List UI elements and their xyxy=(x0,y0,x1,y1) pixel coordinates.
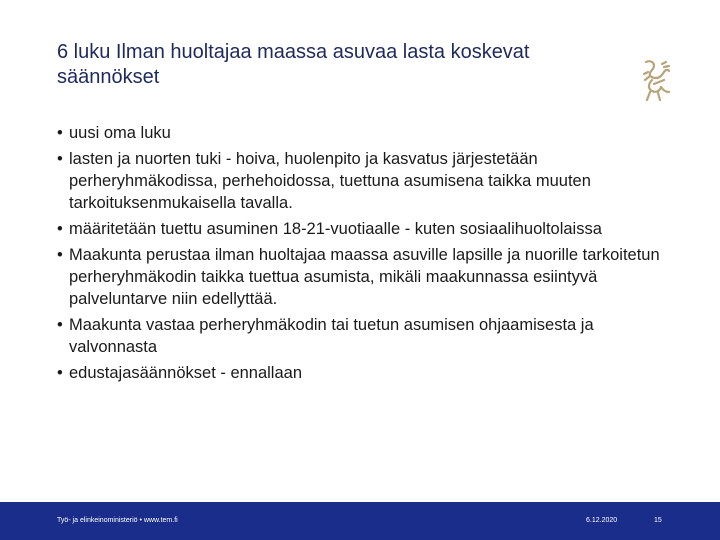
bullet-marker: • xyxy=(57,124,63,142)
bullet-text: Maakunta perustaa ilman huoltajaa maassa asuville lapsille ja nuorille tarkoitetun perheryhmäkodin taikka tuettua asumista, mikäli maakunnassa esiintyvä palveluntarve niin edellyttää. xyxy=(69,246,660,308)
bullet-list xyxy=(57,122,677,388)
footer-organization: Työ- ja elinkeinoministeriö • www.tem.fi xyxy=(57,517,178,524)
list-item xyxy=(57,314,677,358)
list-item xyxy=(57,362,677,384)
list-item xyxy=(57,218,677,240)
bullet-marker: • xyxy=(57,316,63,334)
slide-title: 6 luku Ilman huoltajaa maassa asuvaa lasta koskevat säännökset xyxy=(57,41,530,88)
page-number: 15 xyxy=(654,517,662,524)
bullet-text: Maakunta vastaa perheryhmäkodin tai tuetun asumisen ohjaamisesta ja valvonnasta xyxy=(69,316,594,356)
footer-bar xyxy=(0,502,720,540)
list-item xyxy=(57,244,677,310)
footer-date: 6.12.2020 xyxy=(586,517,618,524)
bullet-text: lasten ja nuorten tuki - hoiva, huolenpito ja kasvatus järjestetään perheryhmäkodissa, perhehoidossa, tuettuna asumisena taikka muuten tarkoituksenmukaisella tavalla. xyxy=(69,150,591,212)
bullet-marker: • xyxy=(57,364,63,382)
list-item xyxy=(57,122,677,144)
bullet-marker: • xyxy=(57,220,63,238)
bullet-marker: • xyxy=(57,150,63,168)
bullet-text: uusi oma luku xyxy=(69,124,171,142)
list-item xyxy=(57,148,677,214)
bullet-text: edustajasäännökset - ennallaan xyxy=(69,364,303,382)
lion-crest-icon xyxy=(638,56,674,104)
bullet-text: määritetään tuettu asuminen 18-21-vuotiaalle - kuten sosiaalihuoltolaissa xyxy=(69,220,602,238)
bullet-marker: • xyxy=(57,246,63,264)
